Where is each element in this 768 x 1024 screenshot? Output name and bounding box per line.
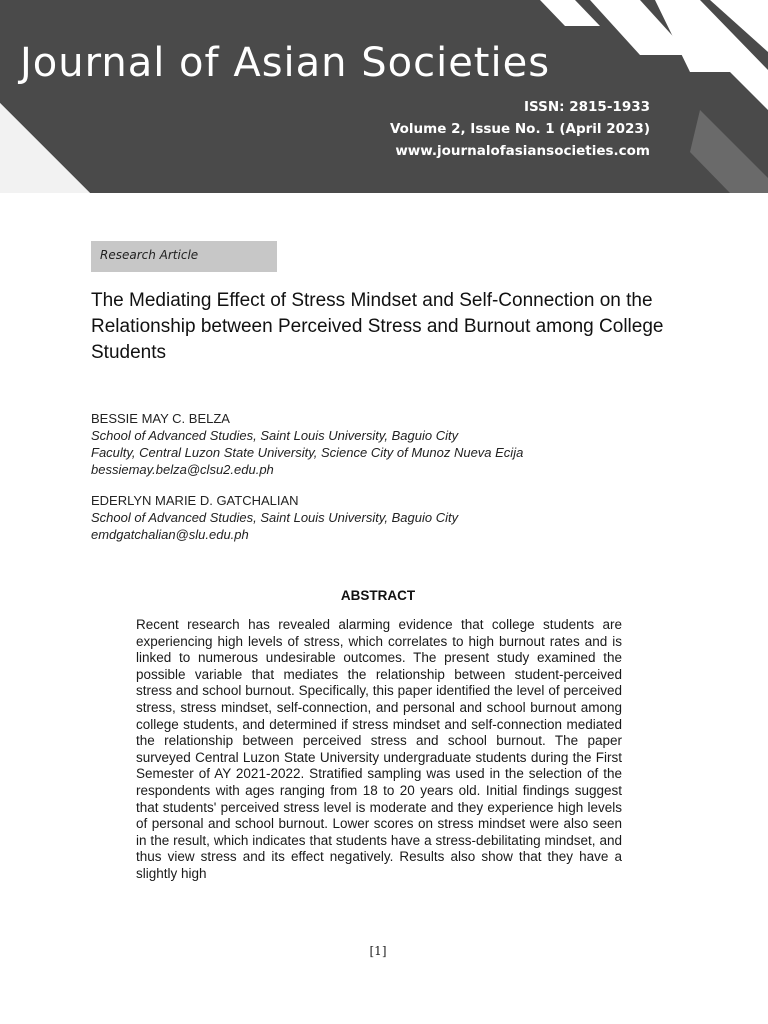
- abstract-heading: ABSTRACT: [340, 588, 416, 603]
- author-name: EDERLYN MARIE D. GATCHALIAN: [91, 493, 299, 508]
- page-number: [1]: [369, 944, 387, 958]
- journal-info: [390, 96, 650, 162]
- journal-website[interactable]: www.journalofasiansocieties.com: [395, 143, 650, 159]
- article-type-label: Research Article: [91, 241, 277, 272]
- banner-background: [0, 0, 768, 193]
- journal-issn: ISSN: 2815-1933: [523, 99, 650, 115]
- author-affiliation: School of Advanced Studies, Saint Louis University, Baguio City: [91, 510, 459, 525]
- journal-banner: [0, 0, 768, 193]
- author-affiliation: School of Advanced Studies, Saint Louis University, Baguio City: [91, 428, 459, 443]
- journal-title: Journal of Asian Societies: [20, 40, 551, 86]
- author-block-1: [91, 410, 651, 478]
- author-block-2: [91, 492, 651, 543]
- author-affiliation: Faculty, Central Luzon State University, Science City of Munoz Nueva Ecija: [91, 445, 524, 460]
- author-name: BESSIE MAY C. BELZA: [91, 411, 230, 426]
- paper-title: The Mediating Effect of Stress Mindset and Self-Connection on the Relationship between Perceived Stress and Burnout among College Students: [91, 290, 664, 363]
- author-email[interactable]: emdgatchalian@slu.edu.ph: [91, 527, 249, 542]
- journal-volume: Volume 2, Issue No. 1 (April 2023): [389, 121, 650, 137]
- abstract-text: Recent research has revealed alarming evidence that college students are experiencing high levels of stress, which correlates to high burnout rates and is linked to numerous undesirable outcomes. The present study examined the possible variable that mediates the relationship between student-perceived stress and school burnout. Specifically, this paper identified the level of perceived stress, stress mindset, self-connection, and personal and school burnout among college students, and determined if stress mindset and self-connection mediated the relationship between perceived stress and school burnout. The paper surveyed Central Luzon State University undergraduate students during the First Semester of AY 2021-2022. Stratified sampling was used in the selection of the respondents with ages ranging from 18 to 20 years old. Initial findings suggest that students' perceived stress level is moderate and they experience high levels of personal and school burnout. Lower scores on stress mindset were also seen in the result, which indicates that students have a stress-debilitating mindset, and thus view stress and its effect negatively. Results also show that they have a slightly high: [136, 617, 622, 881]
- author-email[interactable]: bessiemay.belza@clsu2.edu.ph: [91, 462, 274, 477]
